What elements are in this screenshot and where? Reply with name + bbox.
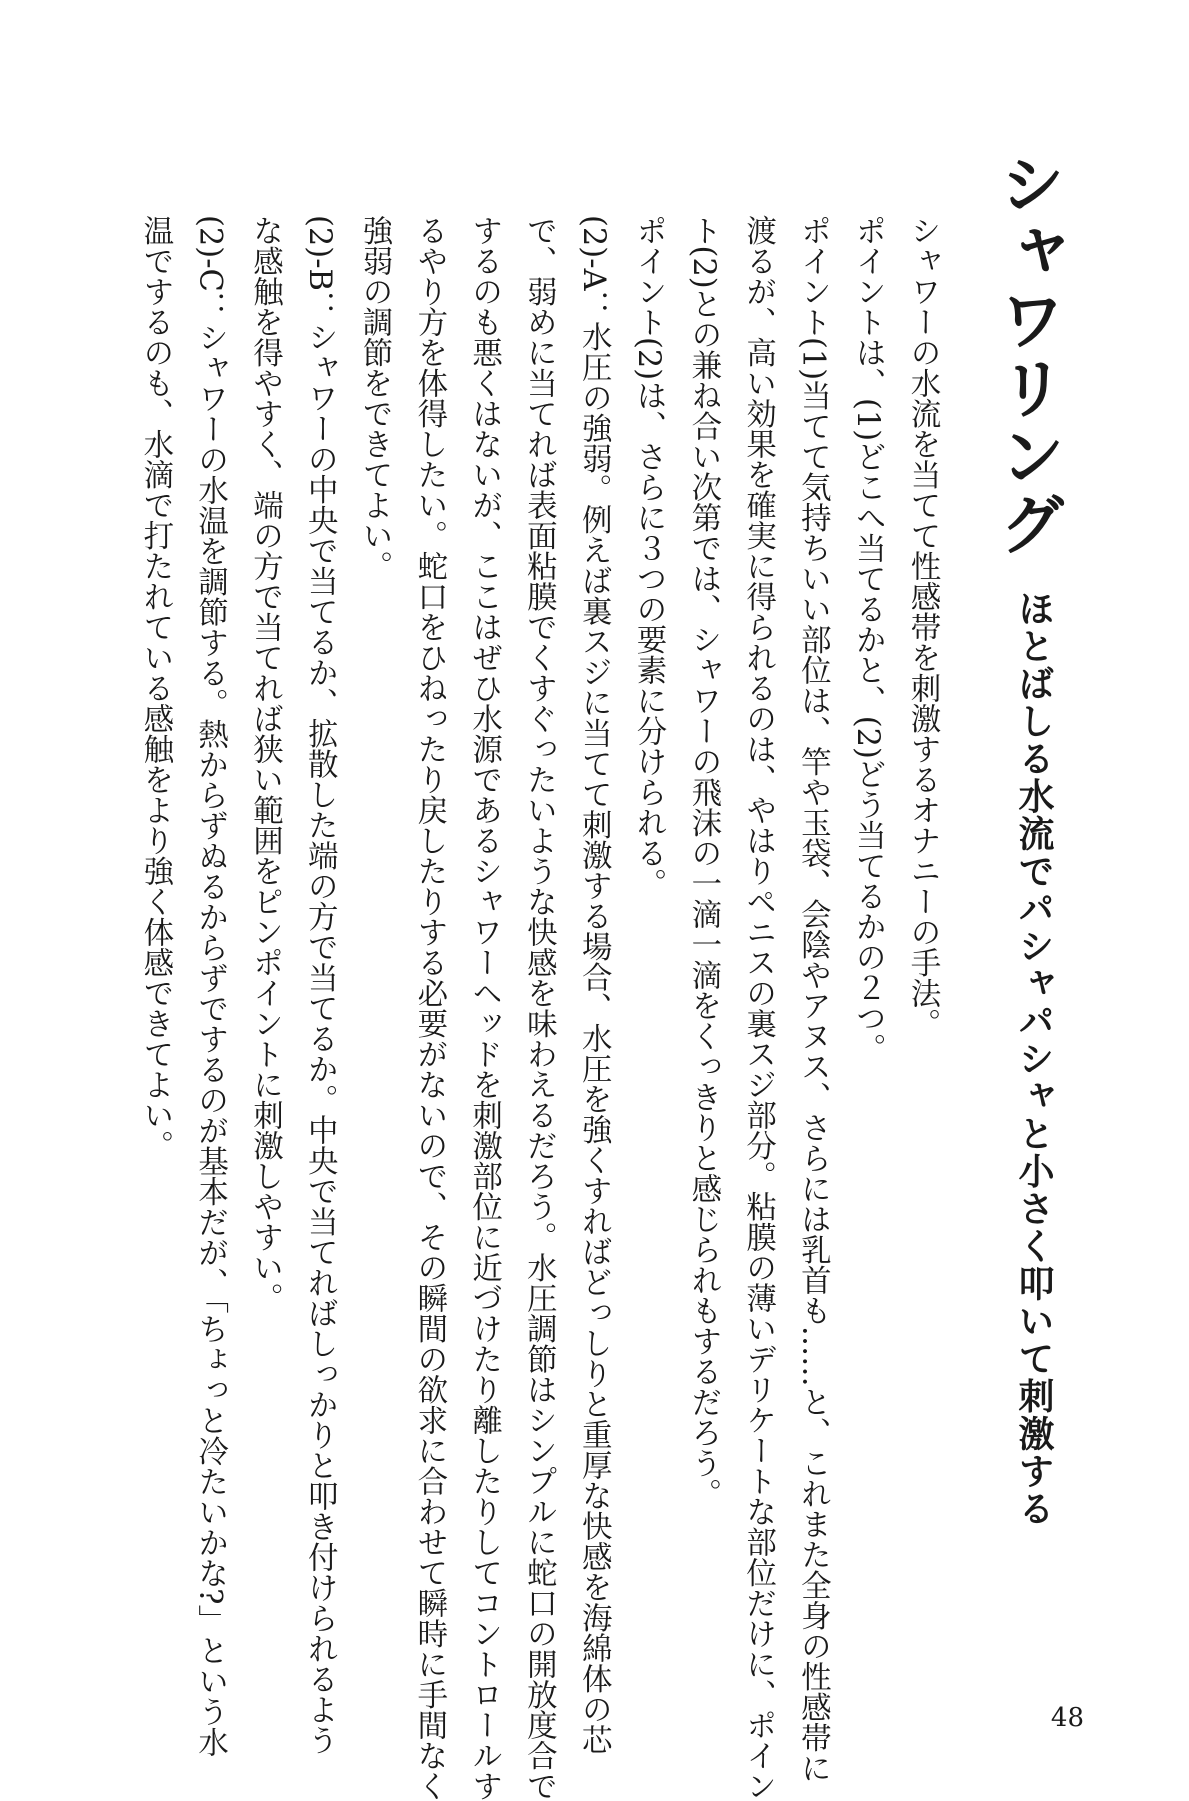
chapter-subtitle: ほとばしる水流でパシャパシャと小さく叩いて刺激する xyxy=(1013,590,1054,1528)
body-text xyxy=(127,215,949,1801)
body-line: で、弱めに当てれば表面粘膜でくすぐったいような快感を味わえるだろう。水圧調節はシンプルに蛇口の開放度合で xyxy=(521,215,557,1801)
body-line: (2)-B：シャワーの中央で当てるか、拡散した端の方で当てるか。中央で当てればしっかりと叩き付けられるよう xyxy=(302,215,338,1755)
body-line: 渡るが、高い効果を確実に得られるのは、やはりペニスの裏スジ部分。粘膜の薄いデリケートな部位だけに、ポイン xyxy=(740,215,776,1801)
body-line: (2)-A：水圧の強弱。例えば裏スジに当てて刺激する場合、水圧を強くすればどっしりと重厚な快感を海綿体の芯 xyxy=(576,215,612,1755)
body-line: ポイント(2)は、さらに３つの要素に分けられる。 xyxy=(631,215,667,899)
body-line: するのも悪くはないが、ここはぜひ水源であるシャワーヘッドを刺激部位に近づけたり離したりしてコントロールす xyxy=(466,215,502,1801)
body-line: 強弱の調節をできてよい。 xyxy=(357,215,393,581)
body-line: ポイント(1)当てて気持ちいい部位は、竿や玉袋、会陰やアヌス、さらには乳首も……と、これまた全身の性感帯に xyxy=(795,215,831,1784)
body-line: (2)-C：シャワーの水温を調節する。熱からずぬるからずでするのが基本だが、「ちょっと冷たいかな?」という水 xyxy=(192,215,228,1757)
body-line: な感触を得やすく、端の方で当てれば狭い範囲をピンポイントに刺激しやすい。 xyxy=(247,215,283,1313)
body-line: ト(2)との兼ね合い次第では、シャワーの飛沫の一滴一滴をくっきりと感じられもするだろう。 xyxy=(685,215,721,1509)
page-number: 48 xyxy=(1050,1703,1084,1733)
chapter-title: シャワリング xyxy=(988,150,1065,558)
body-line: 温でするのも、水滴で打たれている感触をより強く体感できてよい。 xyxy=(137,215,173,1161)
body-line: ポイントは、(1)どこへ当てるかと、(2)どう当てるかの２つ。 xyxy=(850,215,886,1064)
body-line: シャワーの水流を当てて性感帯を刺激するオナニーの手法。 xyxy=(905,215,940,1039)
body-line: るやり方を体得したい。蛇口をひねったり戻したりする必要がないので、その瞬間の欲求に合わせて瞬時に手間なく xyxy=(411,215,447,1801)
